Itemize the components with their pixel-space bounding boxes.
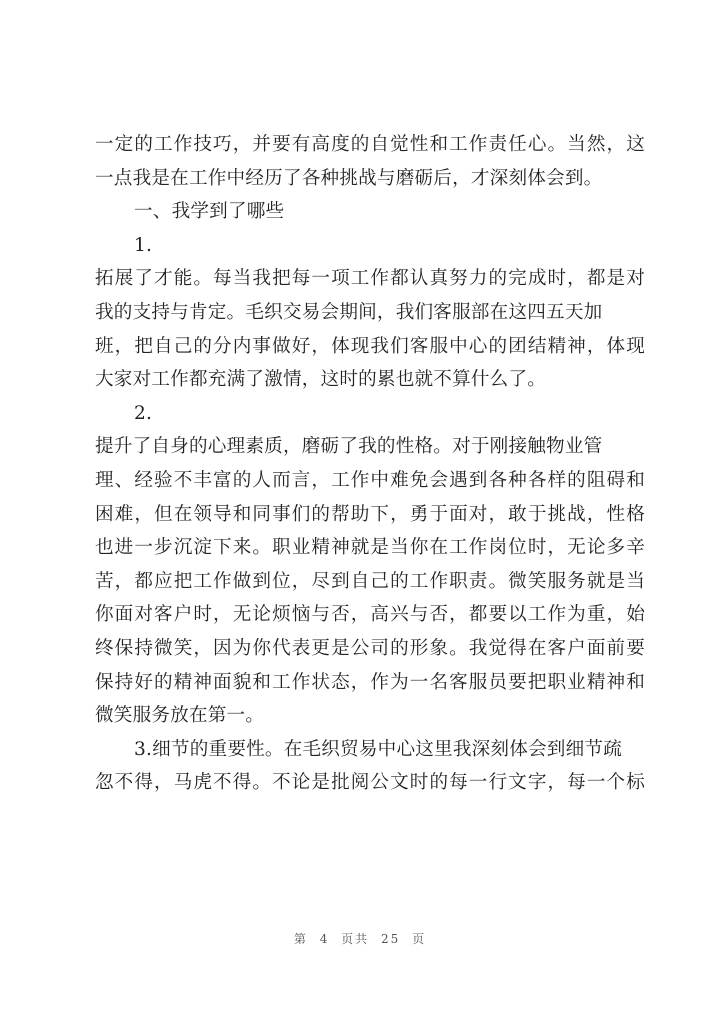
footer-middle: 页共 [341,932,370,946]
text-line: 终保持微笑，因为你代表更是公司的形象。我觉得在客户面前要 [95,637,645,659]
text-line: 我的支持与肯定。毛织交易会期间，我们客服部在这四五天加 [95,301,603,323]
text-line: 大家对工作都充满了激情，这时的累也就不算什么了。 [95,369,547,391]
text-line: 一定的工作技巧，并要有高度的自觉性和工作责任心。当然，这 [95,134,645,155]
section-heading: 一、我学到了哪些 [134,201,285,223]
footer-suffix: 页 [412,932,427,946]
footer-prefix: 第 [293,932,308,946]
footer-page-number: 4 [319,932,330,946]
text-line: 一点我是在工作中经历了各种挑战与磨砺后，才深刻体会到。 [95,167,603,189]
text-line: 忽不得，马虎不得。不论是批阅公文时的每一行文字，每一个标 [95,772,645,794]
text-line: 提升了自身的心理素质，磨砺了我的性格。对于刚接触物业管 [95,436,603,458]
text-line: 保持好的精神面貌和工作状态，作为一名客服员要把职业精神和 [95,671,645,693]
document-body [95,128,645,800]
list-number: 1. [134,234,153,256]
list-number: 2. [134,402,153,424]
text-line: 你面对客户时，无论烦恼与否，高兴与否，都要以工作为重，始 [95,604,645,626]
text-line: 苦，都应把工作做到位，尽到自己的工作职责。微笑服务就是当 [95,570,645,592]
text-line: 微笑服务放在第一。 [95,705,265,727]
text-line: 困难，但在领导和同事们的帮助下，勇于面对，敢于挑战，性格 [95,503,645,525]
text-line: 也进一步沉淀下来。职业精神就是当你在工作岗位时，无论多辛 [95,537,645,559]
text-line: 班，把自己的分内事做好，体现我们客服中心的团结精神，体现 [95,335,645,357]
text-line: 3.细节的重要性。在毛织贸易中心这里我深刻体会到细节疏 [134,738,622,760]
footer-total-pages: 25 [381,932,401,946]
text-line: 理、经验不丰富的人而言，工作中难免会遇到各种各样的阻碍和 [95,469,645,491]
text-line: 拓展了才能。每当我把每一项工作都认真努力的完成时，都是对 [95,268,645,290]
page-footer [0,930,720,947]
